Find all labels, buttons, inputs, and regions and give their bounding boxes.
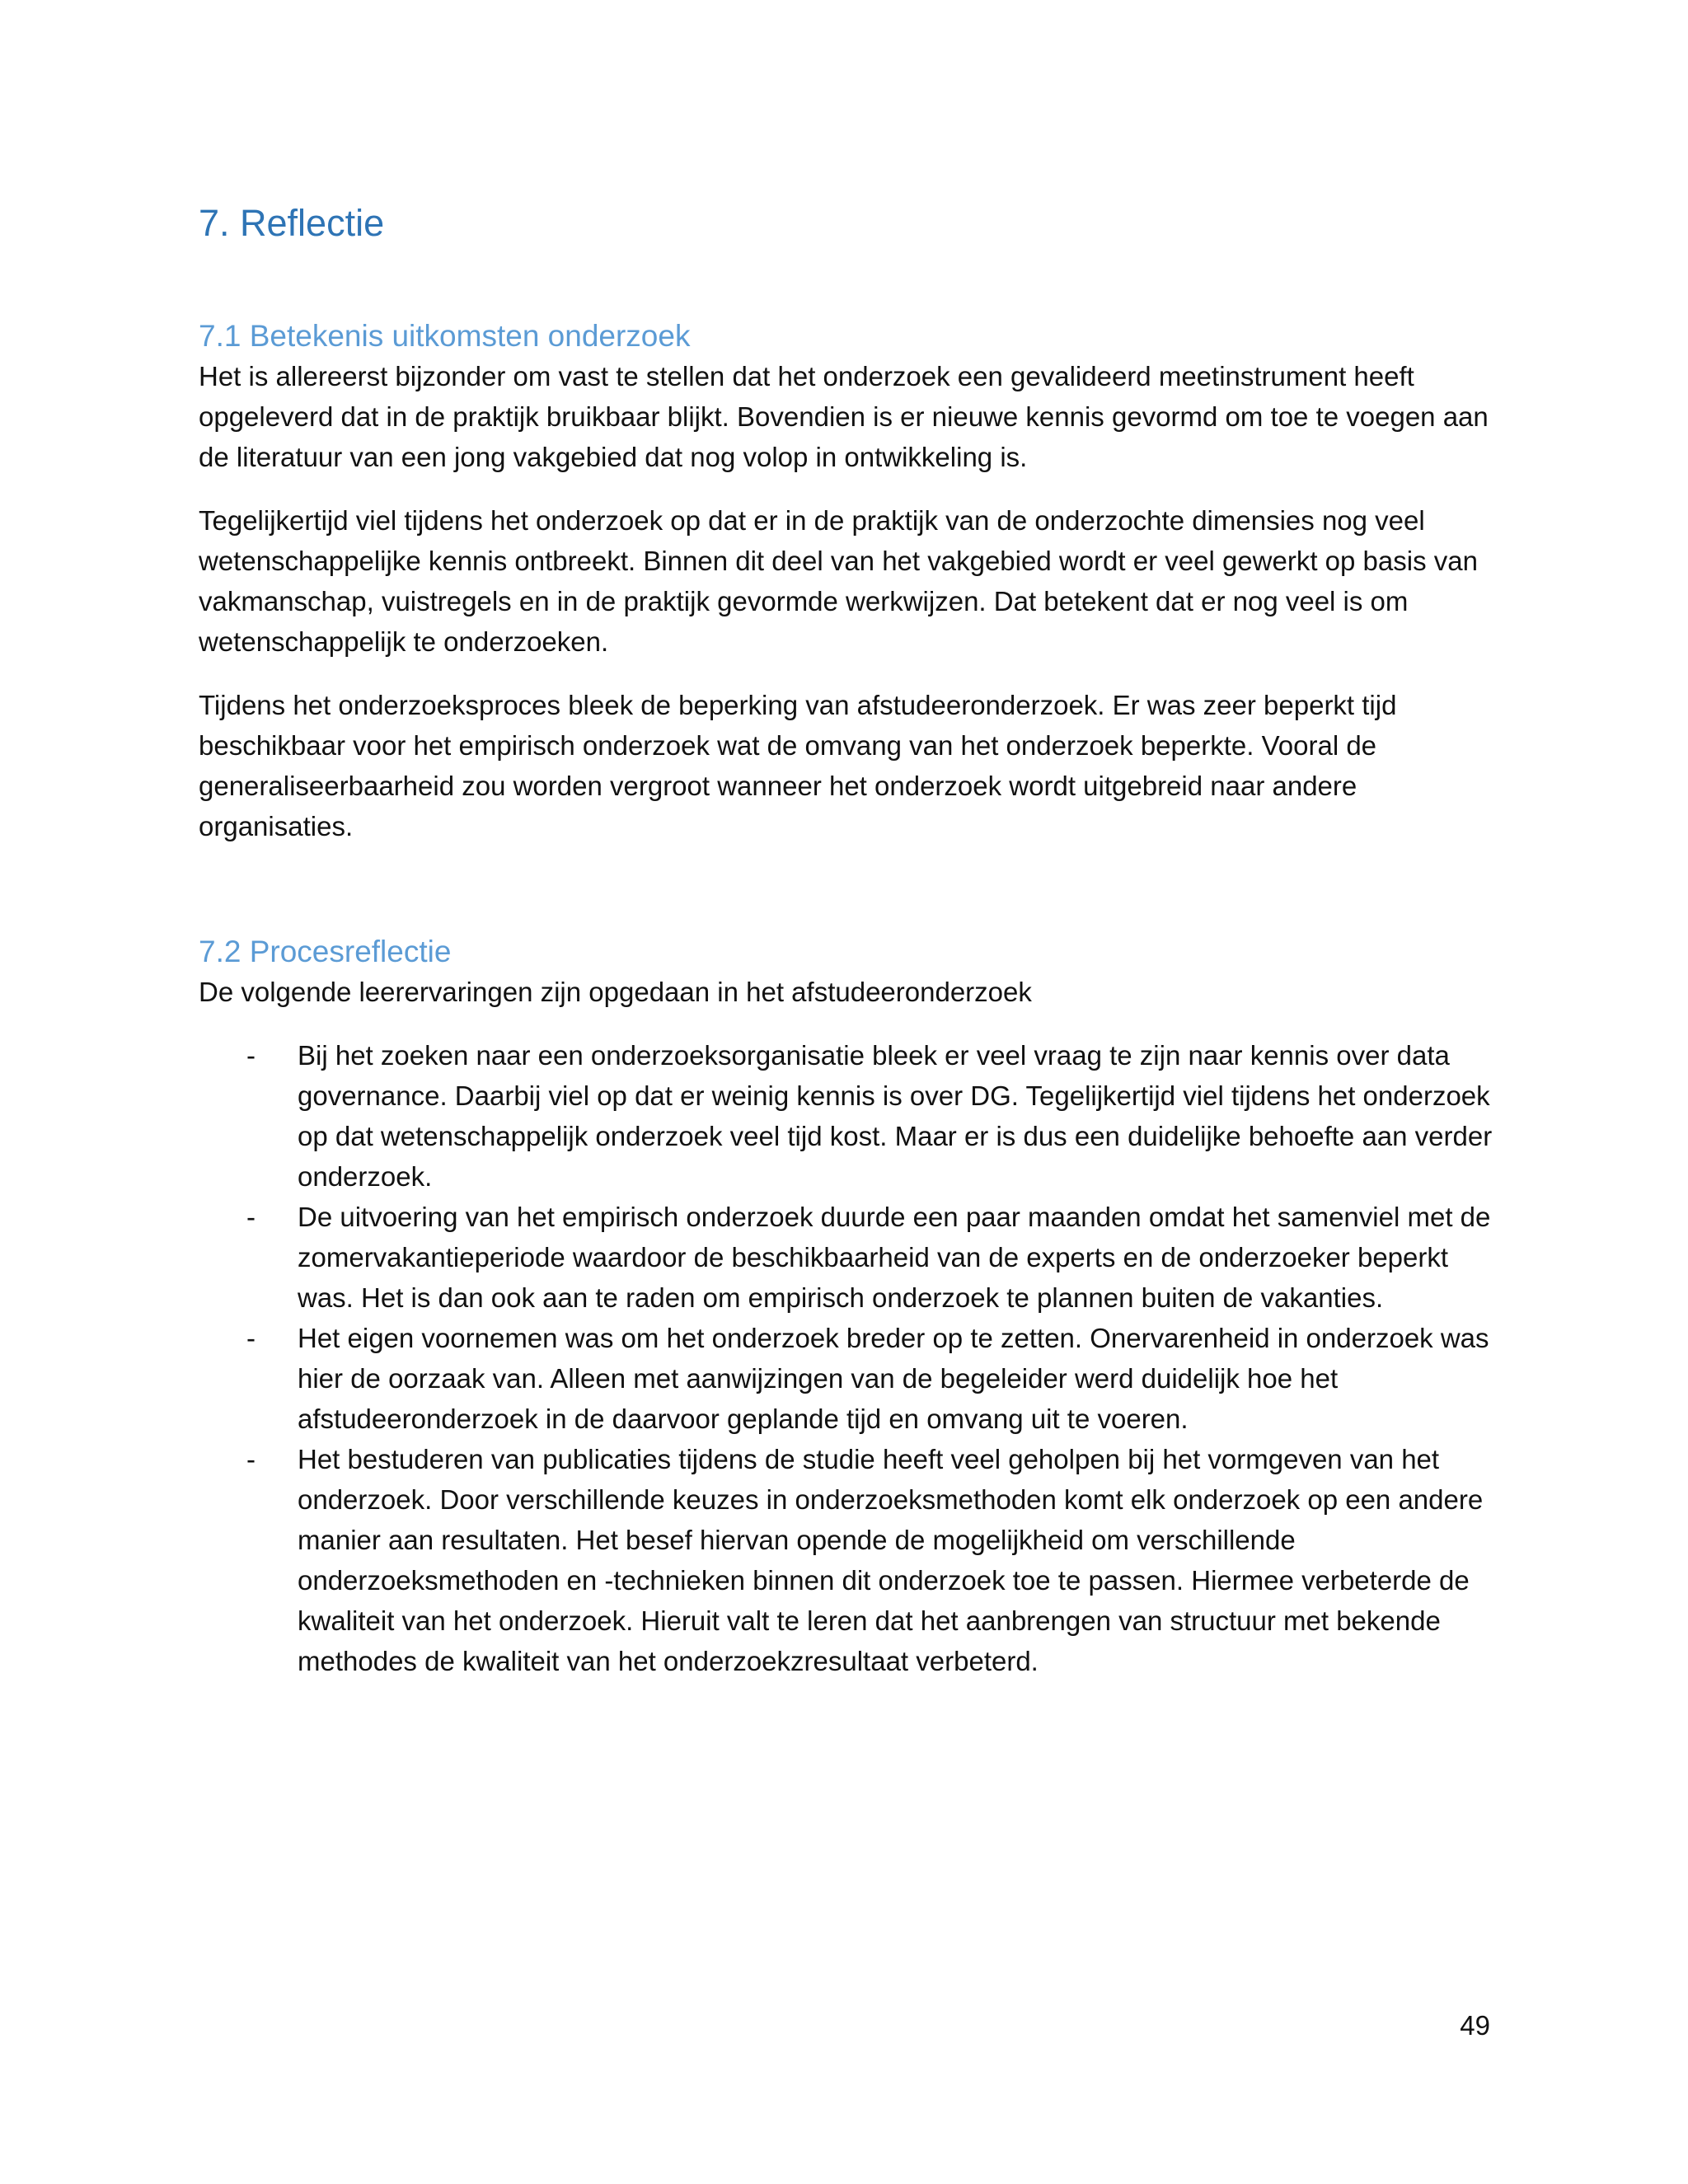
paragraph-3: Tijdens het onderzoeksproces bleek de beperking van afstudeeronderzoek. Er was zeer beperkt tijd beschikbaar voor het empirisch onderzoek wat de omvang van het onderzoek beperkte. Vooral de generaliseerbaarheid zou worden vergroot wanneer het onderzoek wordt uitgebreid naar andere organisaties. — [199, 690, 1397, 841]
paragraph-1: Het is allereerst bijzonder om vast te stellen dat het onderzoek een gevalideerd meetinstrument heeft opgeleverd dat in de praktijk bruikbaar blijkt. Bovendien is er nieuwe kennis gevormd om toe te voegen aan de literatuur van een jong vakgebied dat nog volop in ontwikkeling is. — [199, 361, 1489, 472]
list-item — [199, 1197, 1501, 1318]
list-item-text: Bij het zoeken naar een onderzoeksorganisatie bleek er veel vraag te zijn naar kennis over data governance. Daarbij viel op dat er weinig kennis is over DG. Tegelijkertijd viel tijdens het onderzoek op dat wetenschappelijk onderzoek veel tijd kost. Maar er is dus een duidelijke behoefte aan verder onderzoek. — [298, 1040, 1493, 1192]
section-intro: De volgende leerervaringen zijn opgedaan in het afstudeeronderzoek — [199, 977, 1032, 1007]
reflection-list — [199, 1035, 1501, 1681]
bullet-dash: - — [246, 1444, 256, 1474]
bullet-dash: - — [246, 1323, 256, 1353]
list-item — [199, 1439, 1501, 1681]
bullet-dash: - — [246, 1040, 256, 1071]
list-item-text: De uitvoering van het empirisch onderzoek duurde een paar maanden omdat het samenviel met de zomervakantieperiode waardoor de beschikbaarheid van de experts en de onderzoeker beperkt was. Het is dan ook aan te raden om empirisch onderzoek te plannen buiten de vakanties. — [298, 1202, 1491, 1313]
list-item — [199, 1318, 1501, 1439]
page-number: 49 — [1460, 2010, 1490, 2041]
list-item — [199, 1035, 1501, 1197]
bullet-dash: - — [246, 1202, 256, 1232]
chapter-title: 7. Reflectie — [199, 202, 385, 244]
list-item-text: Het bestuderen van publicaties tijdens de studie heeft veel geholpen bij het vormgeven van het onderzoek. Door verschillende keuzes in onderzoeksmethoden komt elk onderzoek op een andere manier aan resultaten. Het besef hiervan opende de mogelijkheid om verschillende onderzoeksmethoden en -technieken binnen dit onderzoek toe te passen. Hiermee verbeterde de kwaliteit van het onderzoek. Hieruit valt te leren dat het aanbrengen van structuur met bekende methodes de kwaliteit van het onderzoekzresultaat verbeterd. — [298, 1444, 1484, 1676]
page-content — [199, 199, 1501, 1681]
list-item-text: Het eigen voornemen was om het onderzoek breder op te zetten. Onervarenheid in onderzoek was hier de oorzaak van. Alleen met aanwijzingen van de begeleider werd duidelijk hoe het afstudeeronderzoek in de daarvoor geplande tijd en omvang uit te voeren. — [298, 1323, 1489, 1434]
section-title-betekenis: 7.1 Betekenis uitkomsten onderzoek — [199, 319, 691, 353]
paragraph-2: Tegelijkertijd viel tijdens het onderzoek op dat er in de praktijk van de onderzochte dimensies nog veel wetenschappelijke kennis ontbreekt. Binnen dit deel van het vakgebied wordt er veel gewerkt op basis van vakmanschap, vuistregels en in de praktijk gevormde werkwijzen. Dat betekent dat er nog veel is om wetenschappelijk te onderzoeken. — [199, 505, 1478, 657]
section-title-procesreflectie: 7.2 Procesreflectie — [199, 935, 452, 968]
